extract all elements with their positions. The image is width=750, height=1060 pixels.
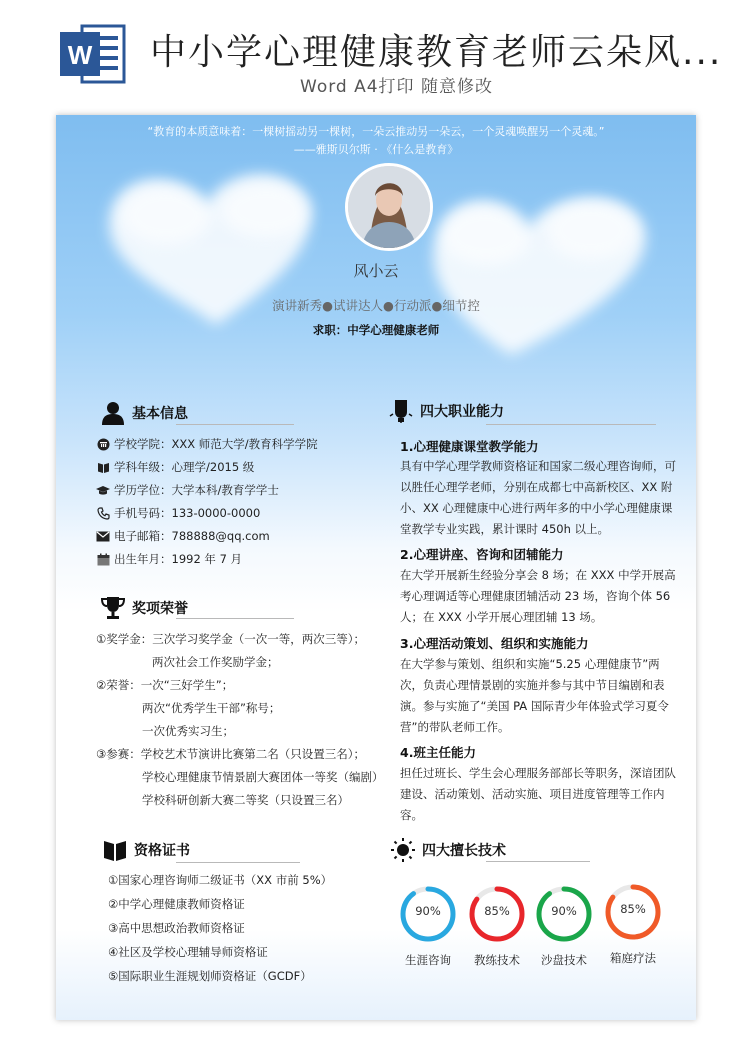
awards-heading bbox=[100, 595, 188, 621]
basic-info-degree: 学历学位：大学本科/教育学学士 bbox=[96, 482, 279, 498]
personal-tags: 演讲新秀●试讲达人●行动派●细节控 bbox=[272, 298, 480, 313]
book-icon bbox=[102, 837, 128, 863]
skill-label: 沙盘技术 bbox=[541, 953, 587, 967]
award-line: 两次社会工作奖励学金； bbox=[152, 655, 279, 669]
mail-icon bbox=[96, 529, 110, 543]
book-icon bbox=[96, 460, 110, 474]
candidate-name: 风小云 bbox=[353, 262, 399, 280]
ability-body: 在大学参与策划、组织和实施“5.25 心理健康节”两次，负责心理情景剧的实施并参与其中节目编剧和表演。参与实施了“美国 PA 国际青少年体验式学习夏令营”的带队老师工作。 bbox=[400, 657, 669, 734]
avatar bbox=[345, 163, 433, 251]
divider bbox=[486, 424, 656, 425]
award-line: 学校科研创新大赛二等奖（只设置三名） bbox=[142, 793, 349, 807]
award-line: 一次优秀实习生； bbox=[142, 724, 234, 738]
job-target bbox=[56, 322, 696, 338]
award-line: 两次“优秀学生干部”称号； bbox=[142, 701, 281, 715]
certificate-item: ③高中思想政治教师资格证 bbox=[108, 921, 245, 935]
skill-percent: 90% bbox=[415, 904, 441, 918]
quote-source: ——雅斯贝尔斯 · 《什么是教育》 bbox=[293, 143, 459, 156]
document-header bbox=[0, 0, 750, 110]
divider bbox=[176, 862, 300, 863]
skill-percent: 85% bbox=[620, 902, 646, 916]
user-icon bbox=[100, 400, 126, 426]
award-line: 学校心理健康节情景剧大赛团体一等奖（编剧） bbox=[142, 770, 384, 784]
certificate-item: ⑤国际职业生涯规划师资格证（GCDF） bbox=[108, 969, 312, 983]
phone-icon bbox=[96, 506, 110, 520]
skill-label: 箱庭疗法 bbox=[610, 951, 656, 965]
calendar-icon bbox=[96, 552, 110, 566]
ability-heading: 4.班主任能力 bbox=[400, 745, 476, 760]
abilities-title: 四大职业能力 bbox=[420, 404, 504, 420]
divider bbox=[486, 861, 590, 862]
abilities-heading bbox=[388, 398, 504, 424]
award-line: ③参赛：学校艺术节演讲比赛第二名（只设置三名）； bbox=[96, 747, 366, 761]
ability-heading: 2.心理讲座、咨询和团辅能力 bbox=[400, 547, 564, 562]
quote-text: “教育的本质意味着：一棵树摇动另一棵树，一朵云推动另一朵云，一个灵魂唤醒另一个灵魂。” bbox=[147, 125, 605, 138]
ability-body: 担任过班长、学生会心理服务部部长等职务，深谙团队建设、活动策划、活动实施、项目进度管理等工作内容。 bbox=[400, 766, 676, 822]
skills-heading bbox=[390, 837, 506, 863]
document-subtitle: Word A4打印 随意修改 bbox=[300, 77, 493, 97]
skill-label: 生涯咨询 bbox=[405, 953, 451, 967]
svg-text:W: W bbox=[67, 40, 93, 70]
skill-percent: 90% bbox=[551, 904, 577, 918]
skill-ring bbox=[603, 882, 663, 966]
ability-body: 具有中学心理学教师资格证和国家二级心理咨询师，可以胜任心理学老师，分别在成都七中高新校区、XX 附小、XX 心理健康中心进行两年多的中小学心理健康课堂教学专业实践，累计课时 450h 以上。 bbox=[400, 459, 676, 536]
divider bbox=[176, 424, 294, 425]
basic-info-school: 学校学院：XXX 师范大学/教育科学学院 bbox=[96, 436, 318, 452]
skill-label: 教练技术 bbox=[474, 953, 520, 967]
skills-title: 四大擅长技术 bbox=[422, 843, 506, 859]
sun-icon bbox=[390, 837, 416, 863]
ability-heading: 1.心理健康课堂教学能力 bbox=[400, 439, 539, 454]
lamp-icon bbox=[388, 398, 414, 424]
graduation-cap-icon bbox=[96, 483, 110, 497]
document-title: 中小学心理健康教育老师云朵风... bbox=[150, 32, 723, 73]
certificate-item: ②中学心理健康教师资格证 bbox=[108, 897, 245, 911]
resume-page bbox=[56, 115, 696, 1020]
basic-info-birth: 出生年月：1992 年 7 月 bbox=[96, 551, 242, 567]
word-icon bbox=[56, 22, 128, 86]
ability-heading: 3.心理活动策划、组织和实施能力 bbox=[400, 636, 589, 651]
basic-info-major: 学科年级：心理学/2015 级 bbox=[96, 459, 254, 475]
basic-info-email: 电子邮箱：788888@qq.com bbox=[96, 528, 270, 544]
trophy-icon bbox=[100, 595, 126, 621]
ability-body: 在大学开展新生经验分享会 8 场；在 XXX 中学开展高考心理调适等心理健康团辅活动 23 场，咨询个体 56 人；在 XXX 小学开展心理团辅 13 场。 bbox=[400, 568, 676, 624]
skill-ring bbox=[534, 884, 594, 968]
job-target-label: 求职： bbox=[312, 323, 348, 337]
divider bbox=[176, 618, 294, 619]
basic-info-heading bbox=[100, 400, 188, 426]
certificate-item: ④社区及学校心理辅导师资格证 bbox=[108, 945, 268, 959]
skill-percent: 85% bbox=[484, 904, 510, 918]
school-icon bbox=[96, 437, 110, 451]
award-line: ①奖学金：三次学习奖学金（一次一等，两次三等）； bbox=[96, 632, 366, 646]
awards-title: 奖项荣誉 bbox=[132, 601, 188, 617]
job-target-value: 中学心理健康老师 bbox=[347, 323, 440, 337]
basic-info-phone: 手机号码：133-0000-0000 bbox=[96, 505, 260, 521]
skill-ring bbox=[467, 884, 527, 968]
certificates-heading bbox=[102, 837, 190, 863]
award-line: ②荣誉：一次“三好学生”； bbox=[96, 678, 234, 692]
basic-info-title: 基本信息 bbox=[132, 406, 188, 422]
certificates-title: 资格证书 bbox=[134, 843, 190, 859]
certificate-item: ①国家心理咨询师二级证书（XX 市前 5%） bbox=[108, 873, 333, 887]
skill-ring bbox=[398, 884, 458, 968]
